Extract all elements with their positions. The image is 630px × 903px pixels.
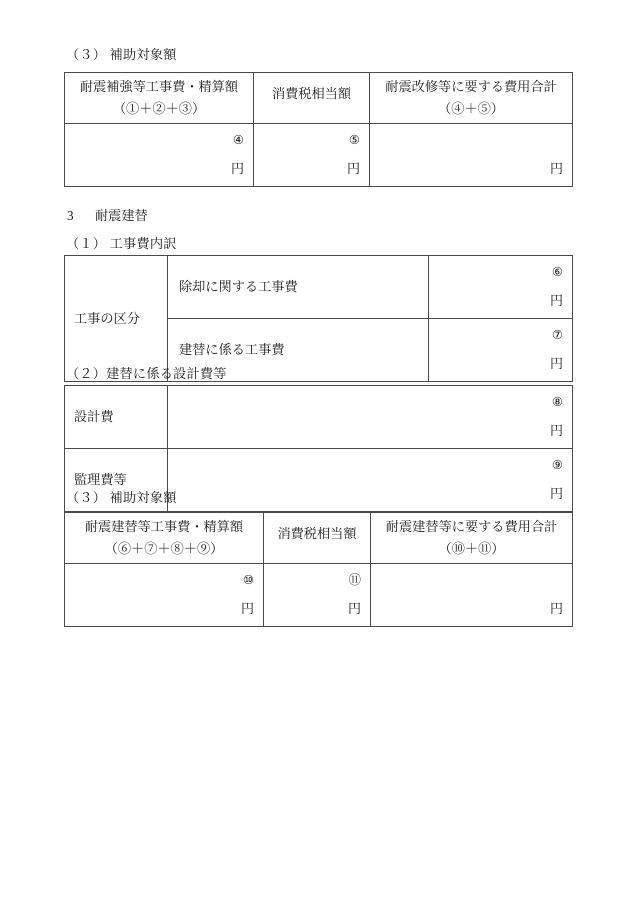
header-cell-construction-cost — [65, 73, 254, 124]
label-cell-design-fee: 設計費 — [65, 386, 168, 449]
heading-section3-sub2: （２）建替に係る設計費等 — [66, 366, 227, 381]
yen-unit: 円 — [549, 356, 563, 371]
circled-number-9: ⑨ — [551, 457, 563, 472]
amount-cell-consumption-tax[interactable] — [264, 564, 371, 627]
yen-unit: 円 — [549, 293, 563, 308]
heading-section3 — [67, 209, 148, 222]
circled-number-7: ⑦ — [551, 327, 563, 342]
yen-unit: 円 — [240, 601, 254, 617]
header-line2: （④＋⑤） — [438, 101, 504, 117]
circled-number-4: ④ — [232, 132, 244, 148]
heading-section2-sub3: （３） 補助対象額 — [66, 47, 177, 62]
header-line2: （①＋②＋③） — [112, 101, 206, 117]
table-row-header — [65, 73, 573, 124]
header-cell-consumption-tax — [264, 513, 371, 564]
heading-section3-sub3: （３） 補助対象額 — [66, 490, 177, 505]
yen-unit: 円 — [346, 161, 360, 177]
table-row-entry — [65, 124, 573, 187]
yen-unit: 円 — [549, 161, 563, 177]
circled-number-6: ⑥ — [551, 264, 563, 279]
yen-unit: 円 — [549, 601, 563, 617]
yen-unit: 円 — [347, 601, 361, 617]
table-section3-construction-breakdown — [64, 255, 573, 382]
label-cell-demolition-cost: 除却に関する工事費 — [168, 256, 429, 319]
label-cell-supervision-fee: 監理費等 — [65, 449, 168, 512]
header-line1: 耐震改修等に要する費用合計 — [385, 79, 557, 94]
header-line1: 消費税相当額 — [277, 525, 357, 541]
header-line1: 耐震建替等工事費・精算額 — [84, 519, 244, 534]
table-row-design-fee — [65, 386, 573, 449]
amount-mark-empty — [375, 574, 563, 588]
circled-number-10: ⑩ — [242, 572, 254, 588]
label-cell-construction-category: 工事の区分 — [65, 256, 168, 382]
header-line2: （⑥＋⑦＋⑧＋⑨） — [104, 541, 224, 557]
section3-number: 3 — [67, 208, 74, 223]
table-section2-subsidy-amount — [64, 72, 573, 187]
yen-unit: 円 — [230, 161, 244, 177]
amount-cell-rebuild-construction-cost[interactable] — [65, 564, 264, 627]
header-cell-rebuild-construction-cost — [65, 513, 264, 564]
circled-number-8: ⑧ — [551, 394, 563, 409]
header-line1: 耐震補強等工事費・精算額 — [79, 79, 239, 94]
table-row-demolition — [65, 256, 573, 319]
yen-unit: 円 — [549, 486, 563, 501]
table-section3-subsidy-amount — [64, 512, 573, 627]
header-line1: 耐震建替等に要する費用合計 — [385, 519, 558, 534]
table-row-entry — [65, 564, 573, 627]
amount-cell-total-cost[interactable] — [370, 124, 573, 187]
header-line2: （⑩＋⑪） — [438, 541, 505, 557]
header-cell-rebuild-total-cost — [371, 513, 573, 564]
amount-cell-construction-cost[interactable] — [65, 124, 254, 187]
heading-section3-sub1: （１） 工事費内訳 — [66, 236, 177, 251]
amount-cell-rebuild-cost[interactable] — [429, 319, 573, 382]
table-row-header — [65, 513, 573, 564]
circled-number-5: ⑤ — [348, 132, 360, 148]
header-line1: 消費税相当額 — [271, 85, 352, 101]
yen-unit: 円 — [549, 423, 563, 438]
amount-cell-design-fee[interactable] — [168, 386, 573, 449]
label-cell-rebuild-cost: 建替に係る工事費 — [168, 319, 429, 382]
header-cell-total-cost — [370, 73, 573, 124]
amount-cell-consumption-tax[interactable] — [254, 124, 370, 187]
section3-title: 耐震建替 — [95, 208, 148, 223]
amount-mark-empty — [374, 134, 563, 148]
header-cell-consumption-tax — [254, 73, 370, 124]
amount-cell-supervision-fee[interactable] — [168, 449, 573, 512]
amount-cell-rebuild-total-cost[interactable] — [371, 564, 573, 627]
circled-number-11: ⑪ — [348, 572, 361, 588]
amount-cell-demolition-cost[interactable] — [429, 256, 573, 319]
